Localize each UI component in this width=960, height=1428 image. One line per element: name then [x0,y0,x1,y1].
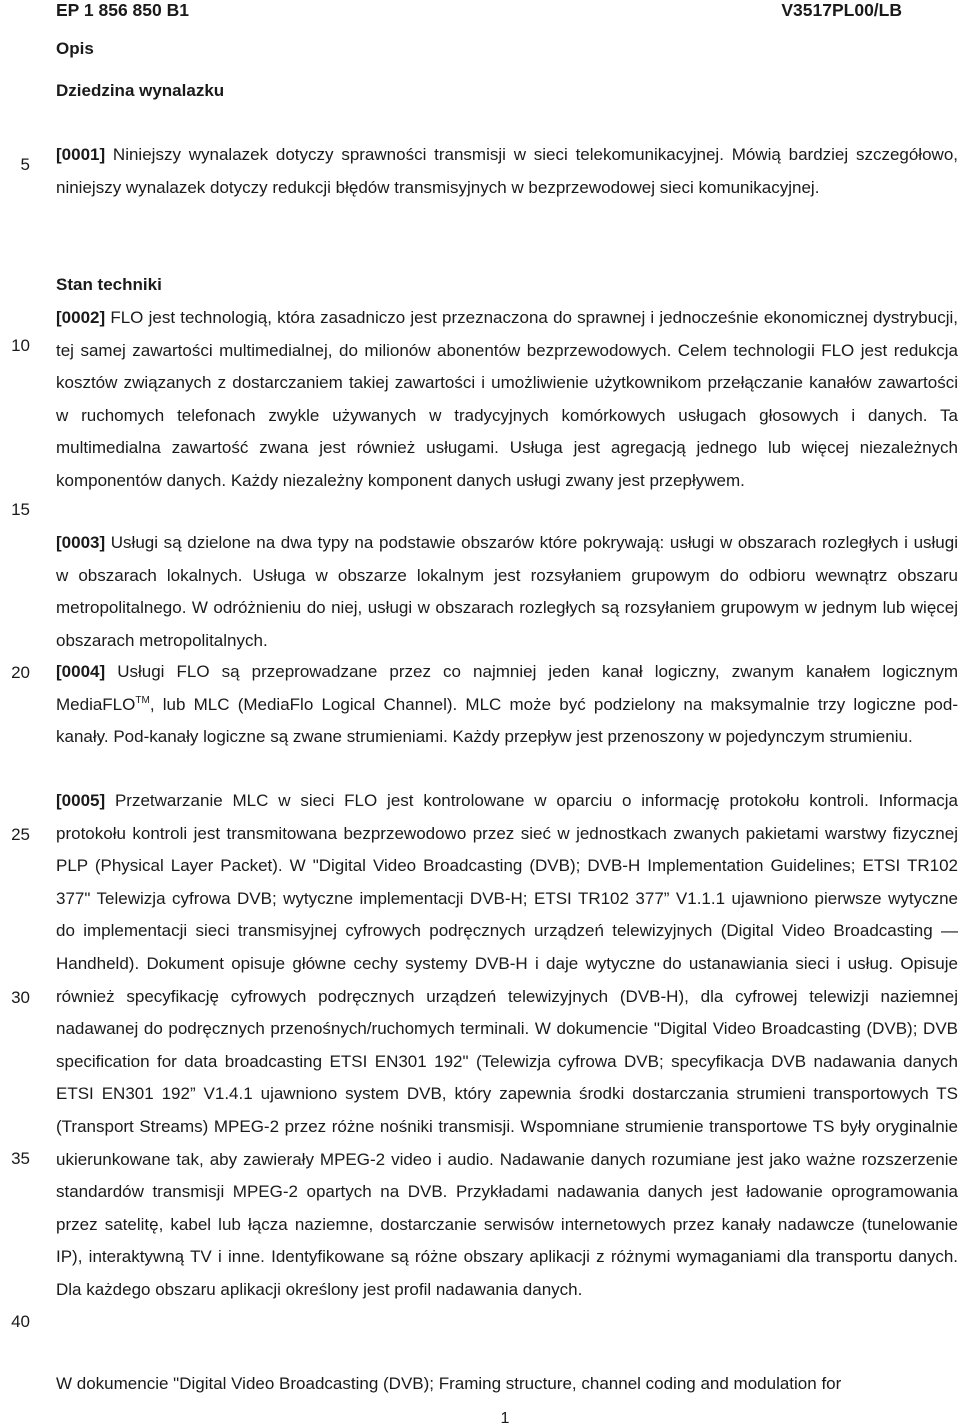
paragraph-number: [0001] [56,145,106,164]
paragraph-number: [0003] [56,533,106,552]
paragraph-0002 [56,302,958,498]
page-header [56,0,902,22]
paragraph-text: Niniejszy wynalazek dotyczy sprawności transmisji w sieci telekomunikacyjnej. Mówią bardziej szczegółowo, niniejszy wynalazek dotyczy redukcji błędów transmisyjnych w bezprzewodowej sieci komunikacyjnej. [56,145,958,197]
paragraph-text: FLO jest technologią, która zasadniczo jest przeznaczona do sprawnej i jednocześnie ekonomicznej dystrybucji, tej samej zawartości multimedialnej, do milionów abonentów bezprzewodowych. Celem technologii FLO jest redukcja kosztów związanych z dostarczaniem takiej zawartości i umożliwienie użytkownikom przełączanie kanałów zawartości w ruchomych telefonach zwykle używanych w tradycyjnych komórkowych usługach głosowych i danych. Ta multimedialna zawartość zwana jest również usługami. Usługa jest agregacją jednego lub więcej niezależnych komponentów danych. Każdy niezależny komponent danych usługi zwany jest przepływem. [56,308,958,490]
paragraph-text: Przetwarzanie MLC w sieci FLO jest kontrolowane w oparciu o informację protokołu kontroli. Informacja protokołu kontroli jest transmitowana bezprzewodowo przez sieć w jednostkach zwanych pakietami warstwy fizycznej PLP (Physical Layer Packet). W "Digital Video Broadcasting (DVB); DVB-H Implementation Guidelines; ETSI TR102 377" Telewizja cyfrowa DVB; wytyczne implementacji DVB-H; ETSI TR102 377” V1.1.1 ujawniono pierwsze wytyczne do implementacji sieci transmisyjnej cyfrowych podręcznych urządzeń telewizyjnych (Digital Video Broadcasting — Handheld). Dokument opisuje główne cechy systemy DVB-H i daje wytyczne do ustanawiania sieci i usług. Opisuje również specyfikację cyfrowych podręcznych urządzeń telewizyjnych (DVB-H), dla cyfrowej telewizji naziemnej nadawanej do podręcznych przenośnych/ruchomych terminali. W dokumencie "Digital Video Broadcasting (DVB); DVB specification for data broadcasting ETSI EN301 192" (Telewizja cyfrowa DVB; specyfikacja DVB nadawania danych ETSI EN301 192” V1.4.1 ujawniono system DVB, który zapewnia środki dostarczania strumieni transportowych TS (Transport Streams) MPEG-2 przez różne nośniki transmisji. Wspomniane strumienie transportowe TS były oryginalnie ukierunkowane tak, aby zawierały MPEG-2 video i audio. Nadawanie danych rozumiane jest jako ważne rozszerzenie standardów transmisji MPEG-2 opartych na DVB. Przykładami nadawania danych jest ładowanie oprogramowania przez satelitę, kabel lub łącza naziemne, dostarczanie serwisów internetowych przez kanały nadawcze (tunelowanie IP), interaktywną TV i inne. Identyfikowane są różne obszary aplikacji z różnymi wymaganiami dla transportu danych. Dla każdego obszaru aplikacji określony jest profil nadawania danych. [56,791,958,1299]
line-number: 5 [20,155,30,174]
paragraph-number: [0002] [56,308,106,327]
line-number: 25 [11,825,30,844]
subsection-background-heading: Stan techniki [56,275,162,294]
line-number: 40 [11,1312,30,1331]
paragraph-0005 [56,785,958,1307]
document-code: V3517PL00/LB [781,0,902,20]
paragraph-text: Usługi FLO są przeprowadzane przez co najmniej jeden kanał logiczny, zwanym kanałem logicznym MediaFLO [56,662,958,714]
line-number: 10 [11,336,30,355]
paragraph-text: Usługi są dzielone na dwa typy na podstawie obszarów które pokrywają: usługi w obszarach rozległych i usługi w obszarach lokalnych. Usługa w obszarze lokalnym jest rozsyłaniem grupowym do odbioru wewnątrz obszaru metropolitalnego. W odróżnieniu do niej, usługi w obszarach rozległych są rozsyłaniem grupowym w jednym lub więcej obszarach metropolitalnych. [56,533,958,650]
page-number: 1 [500,1410,510,1427]
paragraph-0003 [56,527,958,657]
paragraph-continuation [56,1368,958,1401]
paragraph-number: [0005] [56,791,106,810]
line-number: 30 [11,988,30,1007]
line-number: 15 [11,500,30,519]
line-number: 20 [11,663,30,682]
paragraph-0004 [56,656,958,754]
section-title: Opis [56,39,94,58]
paragraph-text: W dokumencie "Digital Video Broadcasting (DVB); Framing structure, channel coding and modulation for [56,1374,842,1393]
patent-number: EP 1 856 850 B1 [56,0,189,20]
paragraph-0001 [56,139,958,204]
subsection-field-heading: Dziedzina wynalazku [56,81,225,100]
paragraph-text-continued: , lub MLC (MediaFlo Logical Channel). MLC może być podzielony na maksymalnie trzy logiczne pod-kanały. Pod-kanały logiczne są zwane strumieniami. Każdy przepływ jest przenoszony w pojedynczym strumieniu. [56,694,958,747]
line-number: 35 [11,1149,30,1168]
trademark-superscript: TM [135,694,150,706]
paragraph-number: [0004] [56,662,106,681]
